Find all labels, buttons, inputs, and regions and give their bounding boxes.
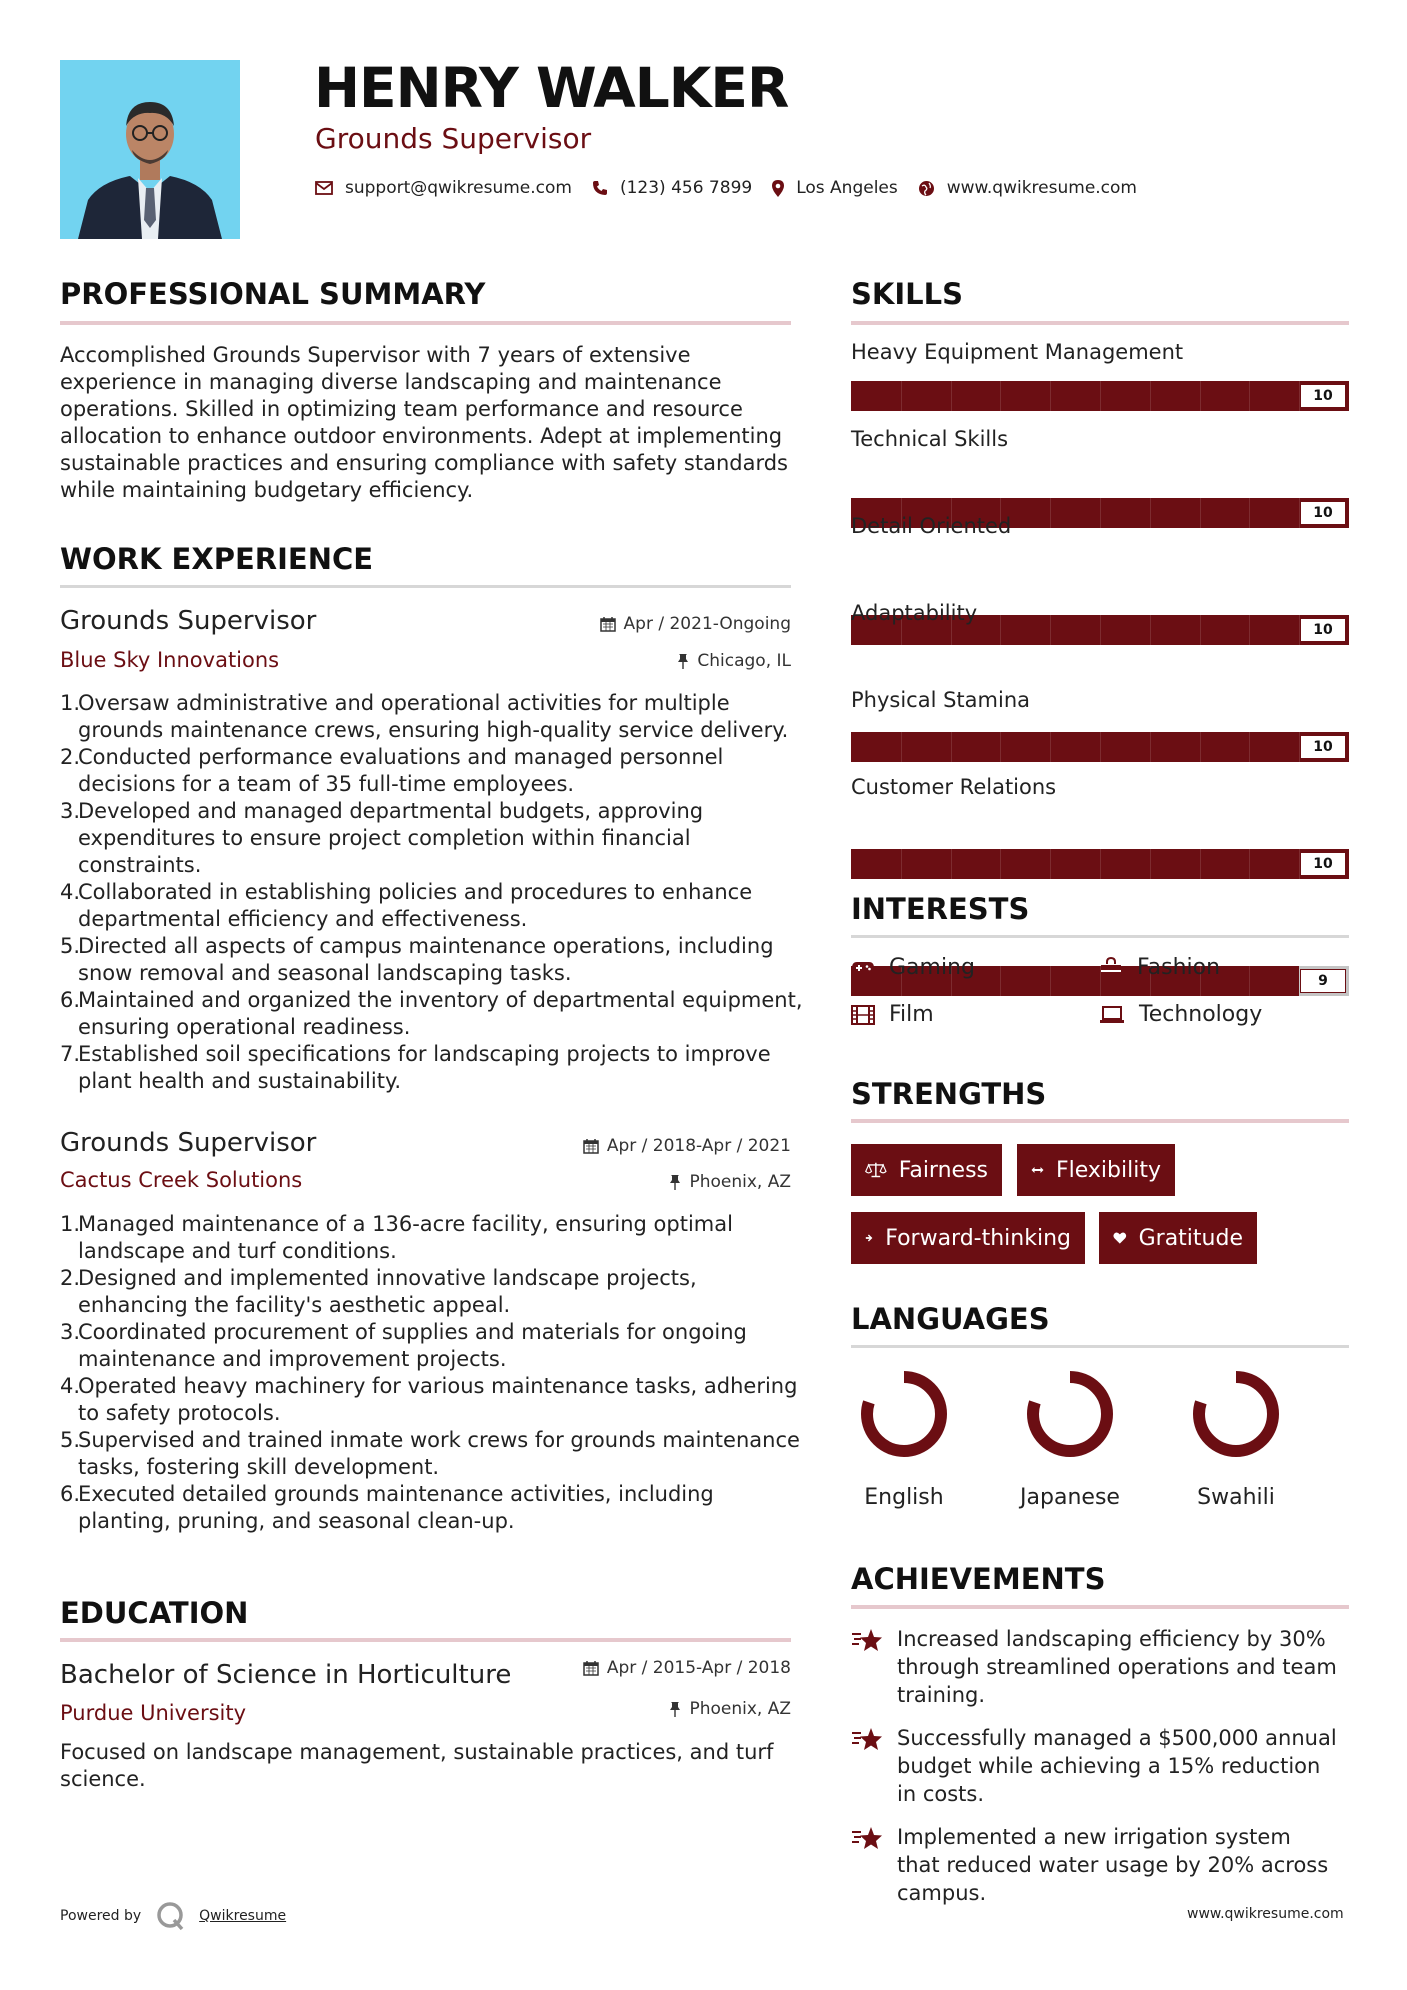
skill-bar-segment <box>1100 849 1101 879</box>
skill-score: 10 <box>1300 384 1346 408</box>
skill-bar-segment <box>1200 732 1201 762</box>
interest-technology <box>1099 1002 1262 1027</box>
strength-fairness <box>851 1144 1002 1196</box>
website-text: www.qwikresume.com <box>946 178 1137 198</box>
list-item: Maintained and organized the inventory of departmental equipment, ensuring operational readiness. <box>78 988 803 1039</box>
skill-bar-segment <box>1100 381 1101 411</box>
skill-bar <box>851 732 1349 762</box>
strength-label: Flexibility <box>1056 1157 1161 1183</box>
shooting-star-icon <box>851 1627 883 1655</box>
shopping-bag-icon <box>1099 957 1123 979</box>
language-level-ring <box>856 1366 952 1462</box>
globe-icon <box>918 180 935 197</box>
skill-bar-segment <box>951 849 952 879</box>
skill-bar-segment <box>1000 732 1001 762</box>
list-item: Executed detailed grounds maintenance activities, including planting, pruning, and seasonal clean-up. <box>78 1482 714 1533</box>
summary-heading: PROFESSIONAL SUMMARY <box>60 277 486 311</box>
gamepad-icon <box>851 960 875 976</box>
skill-label: Detail Oriented <box>851 514 1012 538</box>
list-item: Oversaw administrative and operational activities for multiple grounds maintenance crews, ensuring high-quality service delivery. <box>78 691 789 742</box>
map-marker-icon <box>772 180 784 197</box>
arrows-horizontal-icon <box>1031 1163 1044 1177</box>
list-item: Designed and implemented innovative landscape projects, enhancing the facility's aesthetic appeal. <box>78 1266 697 1317</box>
skill-bar-segment <box>1249 966 1250 996</box>
experience-heading: WORK EXPERIENCE <box>60 542 374 576</box>
company-name: Blue Sky Innovations <box>60 648 280 672</box>
interests-divider <box>851 935 1349 938</box>
candidate-role: Grounds Supervisor <box>315 122 592 155</box>
skill-bar-segment <box>901 381 902 411</box>
job-dates <box>520 614 791 634</box>
achievement-text: Successfully managed a $500,000 annual budget while achieving a 15% reduction in costs. <box>897 1726 1337 1806</box>
interest-label: Technology <box>1139 1002 1263 1027</box>
calendar-icon <box>600 616 616 632</box>
skill-bar-segment <box>1050 615 1051 645</box>
contact-location <box>772 178 898 198</box>
film-icon <box>851 1005 875 1025</box>
language-label: English <box>864 1485 944 1510</box>
strengths-divider <box>851 1119 1349 1123</box>
list-item: Directed all aspects of campus maintenance operations, including snow removal and seasonal landscaping tasks. <box>78 934 774 985</box>
contact-bar <box>315 178 1157 198</box>
achievement-text: Increased landscaping efficiency by 30% through streamlined operations and team training. <box>897 1627 1337 1707</box>
education-heading: EDUCATION <box>60 1596 249 1630</box>
skill-label: Customer Relations <box>851 775 1057 799</box>
list-item: Managed maintenance of a 136-acre facility, ensuring optimal landscape and turf conditions. <box>78 1212 733 1263</box>
interest-fashion <box>1099 955 1220 980</box>
calendar-icon <box>583 1138 599 1154</box>
experience-divider <box>60 585 791 588</box>
interest-gaming <box>851 955 975 980</box>
skill-label: Adaptability <box>851 601 978 625</box>
list-item: Developed and managed departmental budgets, approving expenditures to ensure project completion within financial constraints. <box>78 799 704 877</box>
achievements-heading: ACHIEVEMENTS <box>851 1562 1106 1596</box>
language-level-arc <box>1199 1377 1273 1451</box>
education-location-text: Phoenix, AZ <box>689 1699 791 1719</box>
location-text: Los Angeles <box>796 178 898 198</box>
language-level-ring <box>1022 1366 1118 1462</box>
job-bullets <box>60 690 808 1095</box>
skill-bar-segment <box>1050 498 1051 528</box>
interest-label: Fashion <box>1137 955 1221 980</box>
skill-label: Technical Skills <box>851 427 1009 451</box>
language-level-arc <box>867 1377 941 1451</box>
strength-gratitude <box>1099 1212 1257 1264</box>
skill-label: Heavy Equipment Management <box>851 340 1184 364</box>
list-item: Operated heavy machinery for various maintenance tasks, adhering to safety protocols. <box>78 1374 798 1425</box>
arrow-right-icon <box>865 1228 873 1248</box>
phone-text: (123) 456 7899 <box>619 178 753 198</box>
skill-bar-segment <box>1200 498 1201 528</box>
skill-score: 10 <box>1300 501 1346 525</box>
skill-bar-segment <box>901 849 902 879</box>
education-location <box>520 1699 791 1719</box>
job-location <box>520 651 791 671</box>
strength-label: Fairness <box>898 1157 988 1183</box>
job-bullets <box>60 1211 808 1535</box>
education-dates <box>520 1658 791 1678</box>
education-dates-text: Apr / 2015-Apr / 2018 <box>606 1658 791 1678</box>
achievement-item <box>851 1823 1337 1907</box>
education-divider <box>60 1638 791 1642</box>
achievements-divider <box>851 1605 1349 1609</box>
job-location-text: Chicago, IL <box>697 651 791 671</box>
list-item: Established soil specifications for landscaping projects to improve plant health and sustainability. <box>78 1042 771 1093</box>
skills-divider <box>851 321 1349 325</box>
skill-bar-segment <box>1000 381 1001 411</box>
skill-bar-segment <box>1249 849 1250 879</box>
calendar-icon <box>583 1660 599 1676</box>
languages-divider <box>851 1345 1349 1348</box>
pushpin-icon <box>677 653 689 669</box>
skill-label: Physical Stamina <box>851 688 1031 712</box>
person-icon <box>60 60 240 239</box>
languages-heading: LANGUAGES <box>851 1302 1050 1336</box>
pushpin-icon <box>669 1174 681 1190</box>
interest-label: Gaming <box>889 955 975 980</box>
interest-label: Film <box>889 1002 934 1027</box>
summary-text: Accomplished Grounds Supervisor with 7 years of extensive experience in managing diverse landscaping and maintenance operations. Skilled in optimizing team performance and resource allocation to enhance outdoor environments. Adept at implementing sustainable practices and ensuring compliance with safety standards while maintaining budgetary efficiency. <box>60 343 788 502</box>
profile-photo <box>60 60 240 239</box>
footer-site[interactable]: www.qwikresume.com <box>1187 1906 1344 1922</box>
envelope-icon <box>315 181 333 195</box>
company-name: Cactus Creek Solutions <box>60 1168 303 1192</box>
candidate-name: HENRY WALKER <box>314 56 789 120</box>
laptop-icon <box>1099 1006 1125 1024</box>
qwikresume-link[interactable]: Qwikresume <box>199 1908 287 1924</box>
skill-bar-segment <box>1249 615 1250 645</box>
email-text: support@qwikresume.com <box>345 178 572 198</box>
strength-flexibility <box>1017 1144 1175 1196</box>
contact-phone[interactable] <box>592 178 752 198</box>
language-level-arc <box>1033 1377 1107 1451</box>
job-location-text: Phoenix, AZ <box>689 1172 791 1192</box>
skill-bar-segment <box>1150 498 1151 528</box>
skill-bar-segment <box>901 732 902 762</box>
list-item: Supervised and trained inmate work crews for grounds maintenance tasks, fostering skill development. <box>78 1428 800 1479</box>
powered-by-text: Powered by <box>60 1908 142 1924</box>
skill-bar-segment <box>1150 732 1151 762</box>
skill-bar-segment <box>1150 849 1151 879</box>
skill-bar-segment <box>951 381 952 411</box>
strength-label: Forward-thinking <box>885 1225 1071 1251</box>
skill-bar-segment <box>1100 732 1101 762</box>
job-dates-text: Apr / 2021-Ongoing <box>623 614 791 634</box>
skill-bar-segment <box>1050 732 1051 762</box>
skill-bar-segment <box>1100 615 1101 645</box>
language-level-ring <box>1188 1366 1284 1462</box>
list-item: Conducted performance evaluations and managed personnel decisions for a team of 35 full-time employees. <box>78 745 724 796</box>
skill-bar-segment <box>1249 732 1250 762</box>
skill-bar-segment <box>1200 615 1201 645</box>
job-dates <box>520 1136 791 1156</box>
skill-bar-segment <box>1050 966 1051 996</box>
job-title: Grounds Supervisor <box>60 606 317 636</box>
skill-score: 10 <box>1300 852 1346 876</box>
phone-icon <box>592 180 608 196</box>
skill-bar-segment <box>1000 615 1001 645</box>
school-name: Purdue University <box>60 1701 247 1725</box>
list-item: Collaborated in establishing policies and procedures to enhance departmental efficiency and effectiveness. <box>78 880 753 931</box>
job-location <box>520 1172 791 1192</box>
achievement-text: Implemented a new irrigation system that reduced water usage by 20% across campus. <box>897 1825 1329 1905</box>
achievement-item <box>851 1625 1337 1709</box>
education-text: Focused on landscape management, sustainable practices, and turf science. <box>60 1740 774 1791</box>
skill-bar-segment <box>1150 381 1151 411</box>
skill-bar-segment <box>1050 381 1051 411</box>
language-label: Swahili <box>1197 1485 1275 1510</box>
skill-bar-segment <box>1249 381 1250 411</box>
strengths-heading: STRENGTHS <box>851 1077 1047 1111</box>
skill-bar-segment <box>1050 849 1051 879</box>
summary-divider <box>60 321 791 325</box>
skill-bar-segment <box>951 732 952 762</box>
skill-score: 9 <box>1300 969 1346 993</box>
skill-score: 10 <box>1300 618 1346 642</box>
achievement-item <box>851 1724 1337 1808</box>
skill-bar <box>851 381 1349 411</box>
heart-icon <box>1113 1227 1127 1249</box>
skill-bar-segment <box>1100 498 1101 528</box>
job-title: Grounds Supervisor <box>60 1128 317 1158</box>
list-item: Coordinated procurement of supplies and materials for ongoing maintenance and improvement projects. <box>78 1320 747 1371</box>
strength-label: Gratitude <box>1138 1225 1243 1251</box>
skill-bar-segment <box>1200 849 1201 879</box>
interest-film <box>851 1002 934 1027</box>
skills-heading: SKILLS <box>851 277 963 311</box>
language-label: Japanese <box>1020 1485 1120 1510</box>
pushpin-icon <box>669 1701 681 1717</box>
interests-heading: INTERESTS <box>851 892 1030 926</box>
balance-scale-icon <box>865 1158 887 1182</box>
skill-bar <box>851 849 1349 879</box>
skill-bar-segment <box>1249 498 1250 528</box>
skill-bar-segment <box>1000 966 1001 996</box>
skill-score: 10 <box>1300 735 1346 759</box>
contact-website[interactable] <box>918 178 1137 198</box>
shooting-star-icon <box>851 1726 883 1754</box>
contact-email[interactable] <box>315 178 572 198</box>
degree-title: Bachelor of Science in Horticulture <box>60 1660 512 1690</box>
skill-bar-segment <box>1150 615 1151 645</box>
skill-bar-segment <box>1000 849 1001 879</box>
footer-powered-by <box>60 1901 286 1931</box>
qwikresume-logo-icon <box>155 1901 187 1931</box>
job-dates-text: Apr / 2018-Apr / 2021 <box>606 1136 791 1156</box>
skill-bar-segment <box>1200 381 1201 411</box>
strength-forward-thinking <box>851 1212 1085 1264</box>
shooting-star-icon <box>851 1825 883 1853</box>
